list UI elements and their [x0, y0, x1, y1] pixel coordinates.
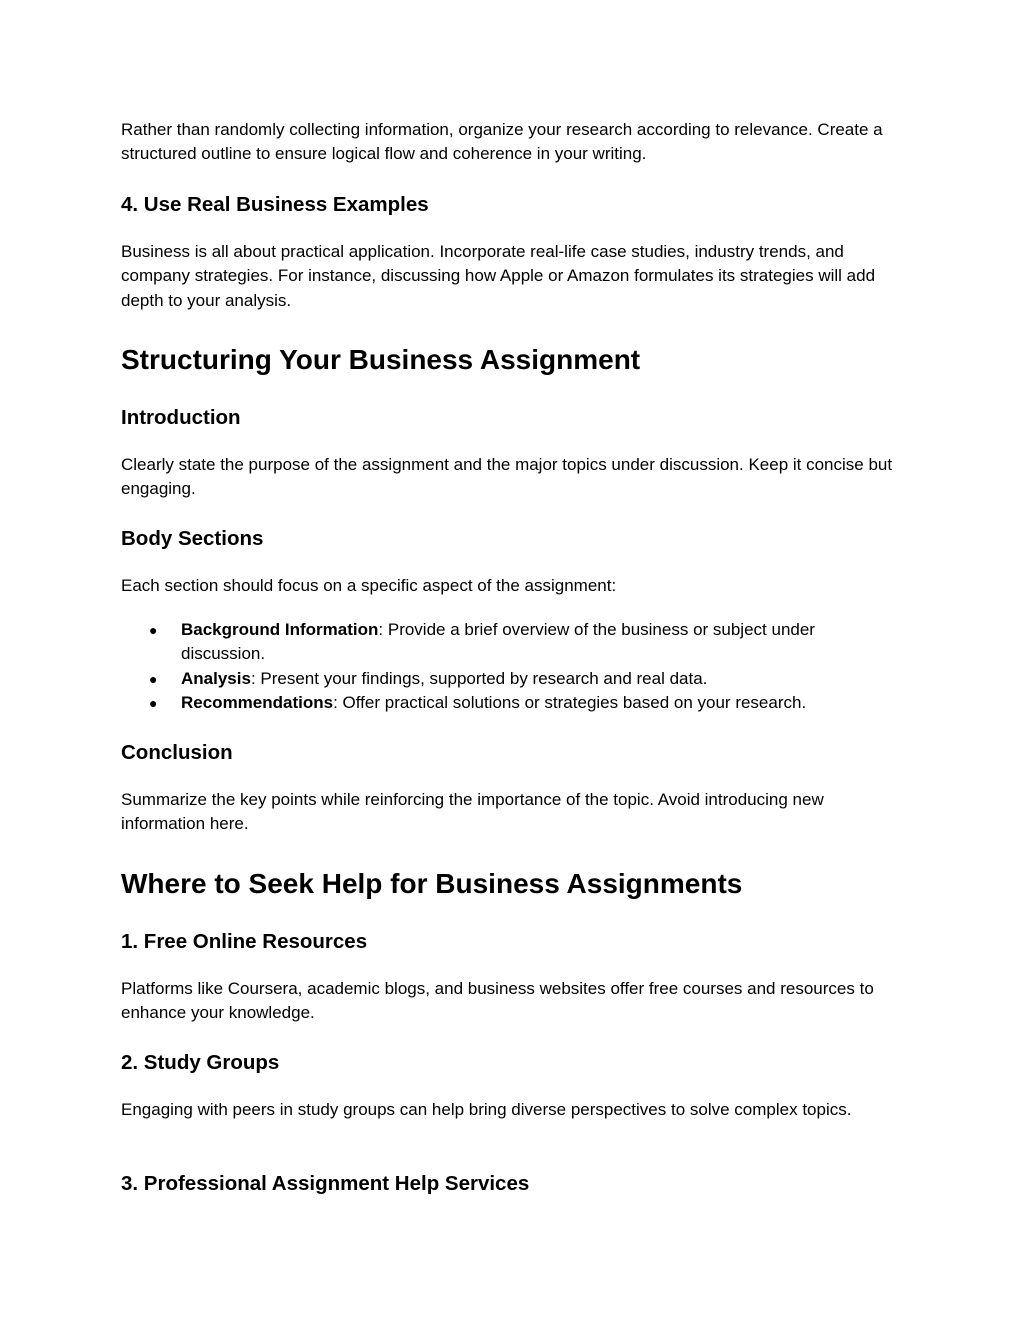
heading-body-sections: Body Sections	[121, 527, 264, 550]
paragraph-introduction: Clearly state the purpose of the assignment and the major topics under discussion. Keep it concise but engaging.	[121, 455, 893, 499]
bullet-icon: ●	[149, 694, 158, 711]
paragraph-conclusion: Summarize the key points while reinforcing the importance of the topic. Avoid introducing new information here.	[121, 790, 824, 834]
list-item	[121, 667, 881, 691]
paragraph-free-online-resources: Platforms like Coursera, academic blogs, and business websites offer free courses and resources to enhance your knowledge.	[121, 979, 874, 1023]
list-item-term: Recommendations	[181, 692, 334, 712]
list-item	[121, 691, 881, 715]
list-item-text: : Offer practical solutions or strategies based on your research.	[333, 692, 807, 712]
list-item-term: Analysis	[181, 668, 251, 688]
paragraph-body-sections-intro: Each section should focus on a specific aspect of the assignment:	[121, 576, 617, 595]
heading-introduction: Introduction	[121, 406, 241, 429]
heading-use-real-business-examples: 4. Use Real Business Examples	[121, 193, 429, 216]
heading-structuring-assignment: Structuring Your Business Assignment	[121, 344, 641, 375]
paragraph-research-organization: Rather than randomly collecting information, organize your research according to relevance. Create a structured outline to ensure logical flow and coherence in your writing.	[121, 120, 883, 164]
heading-free-online-resources: 1. Free Online Resources	[121, 930, 368, 953]
list-item-text: : Provide a brief overview of the business or subject under discussion.	[181, 620, 815, 664]
bullet-icon: ●	[149, 622, 158, 638]
heading-study-groups: 2. Study Groups	[121, 1051, 280, 1074]
bullet-icon: ●	[149, 670, 158, 687]
body-sections-bullet-list	[121, 618, 881, 715]
paragraph-real-business-examples: Business is all about practical application. Incorporate real-life case studies, industry trends, and company strategies. For instance, discussing how Apple or Amazon formulates its strategies will add depth to your analysis.	[121, 242, 876, 310]
list-item-term: Background Information	[181, 620, 379, 639]
heading-conclusion: Conclusion	[121, 741, 233, 764]
paragraph-study-groups: Engaging with peers in study groups can help bring diverse perspectives to solve complex topics.	[121, 1100, 852, 1119]
list-item-text: : Present your findings, supported by research and real data.	[250, 668, 708, 688]
list-item	[121, 618, 881, 667]
heading-where-to-seek-help: Where to Seek Help for Business Assignments	[121, 868, 743, 899]
heading-professional-help-services: 3. Professional Assignment Help Services	[121, 1172, 530, 1195]
